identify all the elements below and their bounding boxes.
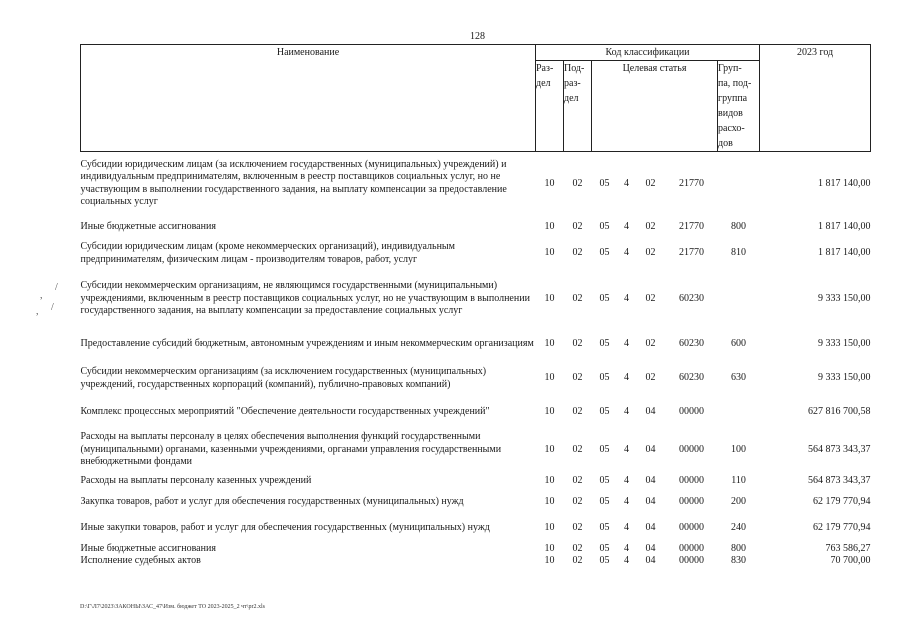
table-row — [81, 240, 871, 268]
row-target-type: 4 — [624, 372, 629, 384]
row-amount: 70 700,00 — [830, 555, 871, 566]
budget-table — [80, 44, 871, 568]
row-amount: 9 333 150,00 — [818, 292, 871, 304]
row-amount: 564 873 343,37 — [808, 475, 871, 487]
row-target-direction: 00000 — [679, 475, 704, 487]
row-target-program: 05 — [599, 475, 610, 487]
row-name: Иные закупки товаров, работ и услуг для обеспечения государственных (муниципальных) нужд — [80, 522, 490, 534]
row-target-direction: 60230 — [679, 372, 704, 384]
row-name: Субсидии юридическим лицам (кроме некоммерческих организаций), индивидуальным предпринимателям, физическим лицам - производителям товаров, работ, услуг — [80, 241, 455, 265]
row-razdel: 10 — [544, 221, 555, 233]
row-target-subprogram: 02 — [645, 372, 656, 384]
row-target-direction: 60230 — [679, 292, 704, 304]
row-amount: 1 817 140,00 — [818, 177, 871, 189]
row-target-subprogram: 02 — [645, 177, 656, 189]
row-target-direction: 00000 — [679, 495, 704, 507]
row-podrazdel: 02 — [572, 406, 583, 418]
row-name: Иные бюджетные ассигнования — [80, 542, 216, 554]
row-razdel: 10 — [544, 495, 555, 507]
row-target-direction: 00000 — [679, 555, 704, 566]
column-header-name: Наименование — [81, 45, 536, 152]
row-podrazdel: 02 — [572, 475, 583, 487]
row-target-type: 4 — [624, 443, 629, 455]
row-target-subprogram: 04 — [645, 443, 656, 455]
table-row — [81, 555, 871, 568]
margin-mark: / — [55, 282, 58, 293]
row-target-subprogram: 04 — [645, 522, 656, 534]
row-razdel: 10 — [544, 338, 555, 350]
row-razdel: 10 — [544, 522, 555, 534]
row-expense-group: 110 — [731, 475, 746, 487]
row-target-direction: 21770 — [679, 247, 704, 259]
column-header-podrazdel: Под- раз- дел — [564, 61, 592, 152]
row-razdel: 10 — [544, 177, 555, 189]
row-expense-group — [718, 152, 760, 216]
row-podrazdel: 02 — [572, 542, 583, 554]
row-target-program: 05 — [599, 177, 610, 189]
row-name: Предоставление субсидий бюджетным, автономным учреждениям и иным некоммерческим организациям — [80, 338, 534, 350]
row-target-program: 05 — [599, 338, 610, 350]
row-podrazdel: 02 — [572, 292, 583, 304]
row-target-program: 05 — [599, 221, 610, 233]
row-podrazdel: 02 — [572, 221, 583, 233]
table-row — [81, 152, 871, 216]
table-row — [81, 515, 871, 543]
row-target-direction: 00000 — [679, 406, 704, 418]
row-amount: 627 816 700,58 — [808, 406, 871, 418]
column-header-group: Груп- па, под- группа видов расхо- дов — [718, 61, 760, 152]
row-target-direction: 21770 — [679, 221, 704, 233]
row-amount: 62 179 770,94 — [813, 495, 871, 507]
row-target-direction: 21770 — [679, 177, 704, 189]
row-target-type: 4 — [624, 177, 629, 189]
row-target-type: 4 — [624, 292, 629, 304]
margin-mark: , — [40, 290, 43, 301]
margin-mark: , — [36, 306, 39, 317]
table-body — [81, 152, 871, 568]
table-row — [81, 543, 871, 556]
row-name: Субсидии некоммерческим организациям, не являющимся государственными (муниципальными) учреждениями, включенным в реестр поставщиков социальных услуг, но не участвующим в выполнении государственного задания, на выплату компенсации за предоставление социальных услуг — [80, 280, 530, 317]
row-name: Субсидии некоммерческим организациям (за исключением государственных (муниципальных) учреждений, государственных корпораций (компаний), публично-правовых компаний) — [80, 366, 487, 390]
row-expense-group: 810 — [731, 247, 747, 259]
row-amount: 564 873 343,37 — [808, 443, 871, 455]
row-expense-group: 800 — [731, 221, 747, 233]
row-podrazdel: 02 — [572, 555, 583, 566]
row-target-type: 4 — [624, 522, 629, 534]
row-name: Исполнение судебных актов — [80, 555, 201, 566]
row-expense-group — [718, 268, 760, 331]
row-razdel: 10 — [544, 555, 555, 566]
row-expense-group: 600 — [731, 338, 747, 350]
row-target-direction: 60230 — [679, 338, 704, 350]
row-expense-group: 100 — [731, 443, 747, 455]
row-target-program: 05 — [599, 522, 610, 534]
row-amount: 62 179 770,94 — [813, 522, 871, 534]
row-razdel: 10 — [544, 443, 555, 455]
row-name: Закупка товаров, работ и услуг для обеспечения государственных (муниципальных) нужд — [80, 495, 464, 507]
page-number: 128 — [470, 31, 485, 42]
row-target-direction: 00000 — [679, 443, 704, 455]
column-header-code: Код классификации — [536, 45, 760, 61]
row-podrazdel: 02 — [572, 522, 583, 534]
row-podrazdel: 02 — [572, 247, 583, 259]
row-name: Субсидии юридическим лицам (за исключением государственных (муниципальных) учреждений) и индивидуальным предпринимателям, включенным в реестр поставщиков социальных услуг, но не участвующим в выполнении государственного задания, на выплату компенсации за предоставление социальных услуг — [80, 158, 507, 208]
row-target-type: 4 — [624, 406, 629, 418]
row-target-program: 05 — [599, 372, 610, 384]
table-row — [81, 216, 871, 240]
row-name: Комплекс процессных мероприятий "Обеспечение деятельности государственных учреждений" — [80, 406, 490, 418]
row-target-program: 05 — [599, 406, 610, 418]
row-expense-group: 800 — [731, 542, 747, 554]
table-row — [81, 399, 871, 427]
row-razdel: 10 — [544, 247, 555, 259]
row-podrazdel: 02 — [572, 443, 583, 455]
row-target-subprogram: 04 — [645, 542, 656, 554]
row-razdel: 10 — [544, 292, 555, 304]
row-target-program: 05 — [599, 555, 610, 566]
row-name: Иные бюджетные ассигнования — [80, 221, 216, 233]
column-header-razdel: Раз- дел — [536, 61, 564, 152]
row-expense-group: 240 — [731, 522, 747, 534]
row-amount: 9 333 150,00 — [818, 338, 871, 350]
row-target-program: 05 — [599, 443, 610, 455]
row-target-subprogram: 04 — [645, 406, 656, 418]
row-name: Расходы на выплаты персоналу в целях обеспечения выполнения функций государственными (муниципальными) органами, казенными учреждениями, органами управления государственными внебюджетными фондами — [80, 431, 502, 468]
table-row — [81, 490, 871, 515]
row-target-type: 4 — [624, 338, 629, 350]
table-row — [81, 427, 871, 474]
row-razdel: 10 — [544, 475, 555, 487]
column-header-year: 2023 год — [760, 45, 871, 152]
table-row — [81, 268, 871, 331]
margin-mark: / — [51, 302, 54, 313]
row-podrazdel: 02 — [572, 495, 583, 507]
row-target-type: 4 — [624, 221, 629, 233]
row-target-direction: 00000 — [679, 542, 704, 554]
table-row — [81, 359, 871, 399]
row-target-subprogram: 04 — [645, 475, 656, 487]
table-row — [81, 474, 871, 490]
row-podrazdel: 02 — [572, 177, 583, 189]
file-path-footer: D:\Г\Л7\2023\ЗАКОНЫ\ЗАС_47\Изм. бюджет ТО 2023-2025_2 чт\pr2.xls — [80, 604, 265, 610]
row-podrazdel: 02 — [572, 372, 583, 384]
row-target-type: 4 — [624, 495, 629, 507]
row-expense-group: 830 — [731, 555, 747, 566]
row-target-subprogram: 04 — [645, 495, 656, 507]
row-target-program: 05 — [599, 247, 610, 259]
table-row — [81, 331, 871, 359]
row-expense-group: 630 — [731, 372, 747, 384]
row-target-subprogram: 02 — [645, 221, 656, 233]
row-amount: 1 817 140,00 — [818, 221, 871, 233]
row-target-type: 4 — [624, 247, 629, 259]
row-expense-group — [718, 399, 760, 427]
row-target-program: 05 — [599, 542, 610, 554]
row-razdel: 10 — [544, 542, 555, 554]
row-expense-group: 200 — [731, 495, 747, 507]
row-podrazdel: 02 — [572, 338, 583, 350]
row-amount: 763 586,27 — [825, 542, 871, 554]
row-amount: 9 333 150,00 — [818, 372, 871, 384]
row-target-subprogram: 02 — [645, 292, 656, 304]
row-amount: 1 817 140,00 — [818, 247, 871, 259]
row-target-type: 4 — [624, 542, 629, 554]
row-target-subprogram: 02 — [645, 247, 656, 259]
row-target-program: 05 — [599, 495, 610, 507]
row-target-subprogram: 02 — [645, 338, 656, 350]
column-header-target: Целевая статья — [592, 61, 718, 152]
row-target-type: 4 — [624, 475, 629, 487]
row-target-program: 05 — [599, 292, 610, 304]
row-razdel: 10 — [544, 372, 555, 384]
row-target-direction: 00000 — [679, 522, 704, 534]
row-razdel: 10 — [544, 406, 555, 418]
row-target-subprogram: 04 — [645, 555, 656, 566]
row-name: Расходы на выплаты персоналу казенных учреждений — [80, 475, 312, 487]
row-target-type: 4 — [624, 555, 629, 566]
